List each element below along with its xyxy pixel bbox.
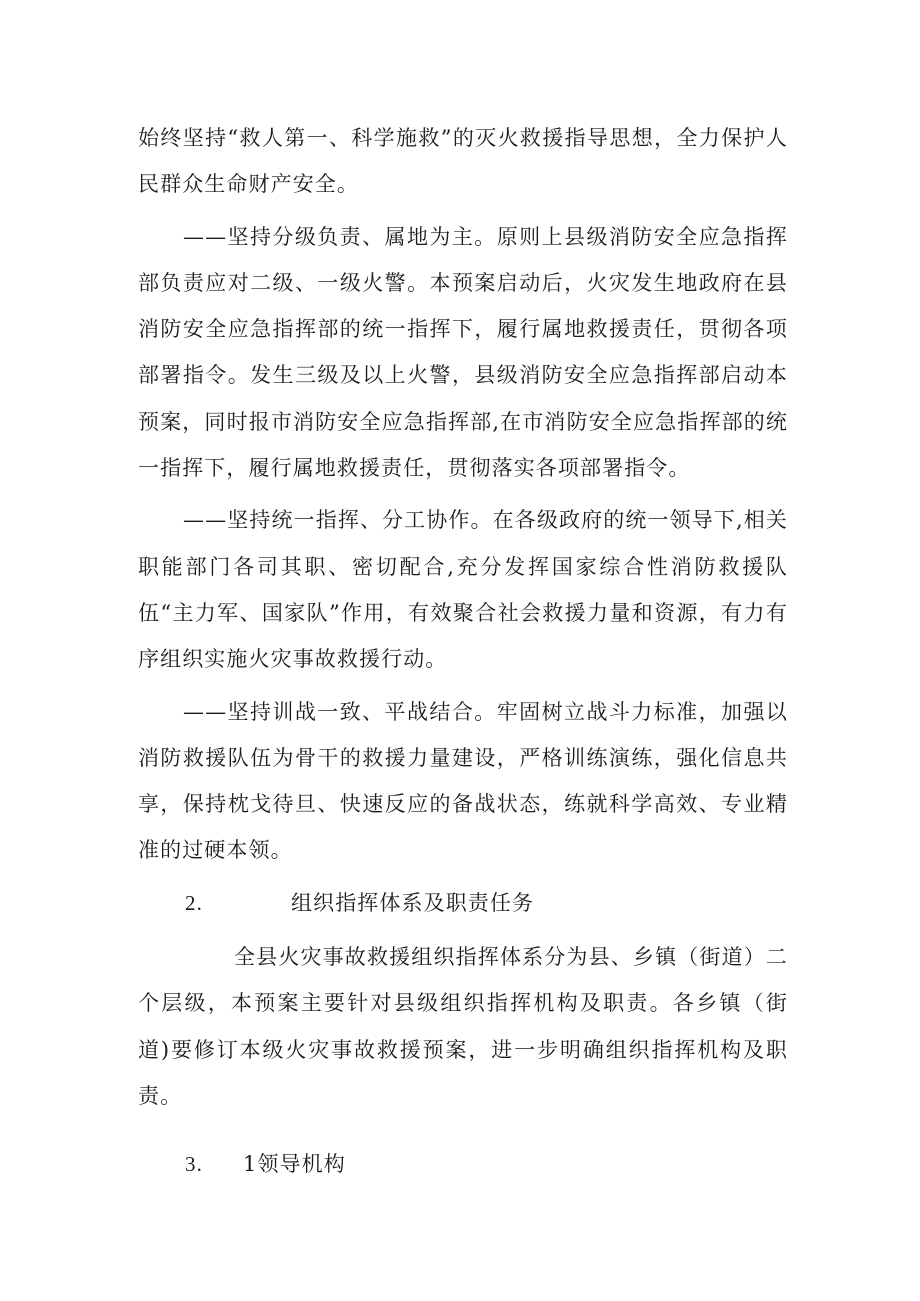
paragraph-guiding-principle: 始终坚持“救人第一、科学施救”的灭火救援指导思想，全力保护人民群众生命财产安全。 [138, 126, 788, 197]
paragraph-unified-command: ——坚持统一指挥、分工协作。在各级政府的统一领导下,相关职能部门各司其职、密切配合,充分发挥国家综合性消防救援队伍“主力军、国家队”作用，有效聚合社会救援力量和资源，有力有序组织实施火灾事故救援行动。 [138, 508, 788, 672]
paragraph-training-readiness: ——坚持训战一致、平战结合。牢固树立战斗力标准，加强以消防救援队伍为骨干的救援力量建设，严格训练演练，强化信息共享，保持枕戈待旦、快速反应的备战状态，练就科学高效、专业精准的过硬本领。 [138, 699, 788, 863]
section-heading-2 [138, 880, 788, 926]
section-title: 组织指挥体系及职责任务 [291, 890, 535, 915]
section-number: 3. [185, 1152, 203, 1177]
document-body [138, 115, 788, 1188]
section-title: 1领导机构 [243, 1152, 346, 1177]
paragraph-command-system: 全县火灾事故救援组织指挥体系分为县、乡镇（街道）二个层级，本预案主要针对县级组织指挥机构及职责。各乡镇（街道)要修订本级火灾事故救援预案，进一步明确组织指挥机构及职责。 [138, 945, 788, 1108]
section-heading-3 [138, 1141, 788, 1187]
section-number: 2. [185, 890, 203, 915]
paragraph-tiered-responsibility: ——坚持分级负责、属地为主。原则上县级消防安全应急指挥部负责应对二级、一级火警。本预案启动后，火灾发生地政府在县消防安全应急指挥部的统一指挥下，履行属地救援责任，贯彻各项部署指令。发生三级及以上火警，县级消防安全应急指挥部启动本预案，同时报市消防安全应急指挥部,在市消防安全应急指挥部的统一指挥下，履行属地救援责任，贯彻落实各项部署指令。 [138, 224, 788, 481]
